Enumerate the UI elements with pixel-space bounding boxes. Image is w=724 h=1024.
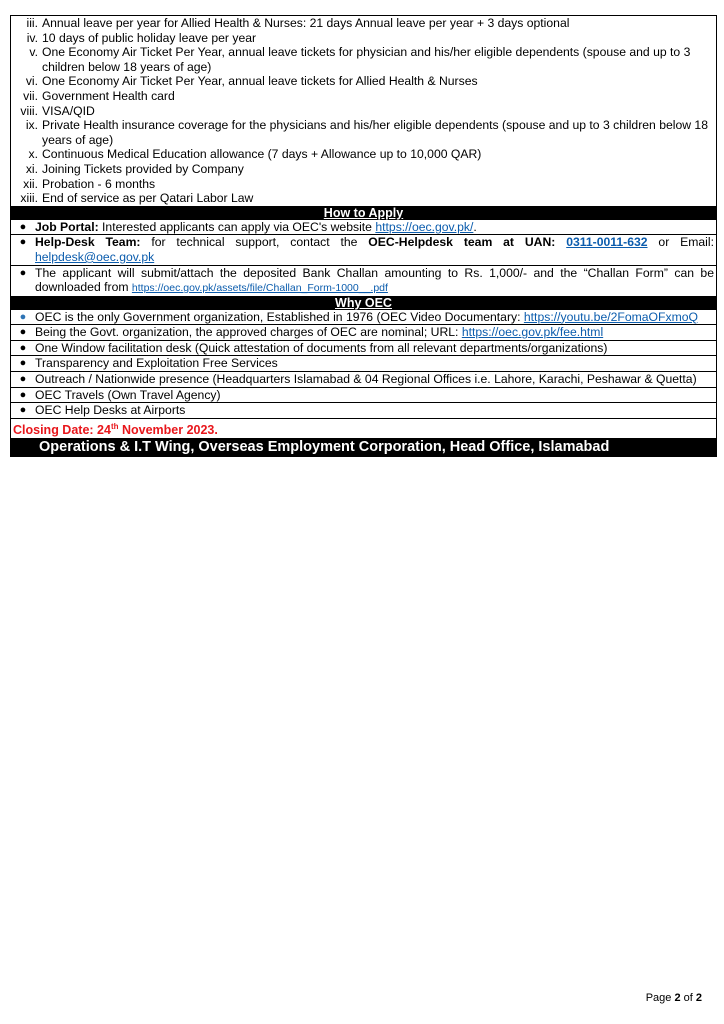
benefit-item — [11, 16, 716, 31]
helpdesk-team: OEC-Helpdesk team at UAN: — [368, 235, 556, 250]
job-portal-end: . — [473, 219, 477, 234]
benefit-item — [11, 147, 716, 162]
benefit-text: End of service as per Qatari Labor Law — [42, 191, 254, 206]
list-item — [11, 402, 716, 418]
oec-video-link[interactable]: https://youtu.be/2FomaOFxmoQ — [523, 309, 698, 324]
benefit-text: Private Health insurance coverage for the physicians and his/her eligible dependents (spouse and up to 3 children below 18 years of age) — [42, 118, 708, 147]
benefit-number: viii. — [20, 103, 38, 118]
helpdesk-email-link[interactable]: helpdesk@oec.gov.pk — [35, 249, 155, 264]
benefit-number: iv. — [26, 30, 38, 45]
benefit-text: Joining Tickets provided by Company — [42, 161, 244, 176]
list-item — [11, 387, 716, 403]
job-portal-text: Interested applicants can apply via OEC's website — [98, 219, 376, 234]
helpdesk-phone-link[interactable]: 0311-0011-632 — [566, 235, 648, 250]
list-item — [11, 355, 716, 371]
why-oec-item-5: Outreach / Nationwide presence (Headquarters Islamabad & 04 Regional Offices i.e. Lahore, Karachi, Peshawar & Quetta) — [35, 372, 697, 387]
oec-fee-link[interactable]: https://oec.gov.pk/fee.html — [461, 325, 604, 340]
why-oec-list — [11, 310, 716, 418]
benefit-number: ix. — [25, 118, 38, 133]
benefit-item — [11, 74, 716, 89]
benefit-text: Government Health card — [42, 88, 175, 103]
benefit-text: One Economy Air Ticket Per Year, annual leave tickets for Allied Health & Nurses — [42, 74, 478, 89]
why-oec-item-2-text: Being the Govt. organization, the approved charges of OEC are nominal; URL: — [35, 325, 462, 340]
why-oec-item-1-text: OEC is the only Government organization, Established in 1976 (OEC Video Documentary: — [35, 309, 524, 324]
page-number: Page 2 of 2 — [645, 992, 702, 1004]
bullet-icon: ● — [19, 357, 27, 370]
footer-banner: Operations & I.T Wing, Overseas Employment Corporation, Head Office, Islamabad — [11, 438, 716, 456]
benefit-item — [11, 118, 716, 147]
helpdesk-label: Help-Desk Team: — [35, 235, 141, 250]
benefit-number: vii. — [23, 88, 38, 103]
why-oec-item-7: OEC Help Desks at Airports — [35, 403, 186, 418]
list-item — [11, 371, 716, 387]
benefit-number: x. — [28, 147, 38, 162]
benefit-text: Probation - 6 months — [42, 176, 156, 191]
helpdesk-text: for technical support, contact the — [140, 235, 369, 250]
why-oec-heading: Why OEC — [11, 296, 716, 310]
benefit-item — [11, 162, 716, 177]
benefit-item — [11, 104, 716, 119]
why-oec-item-4: Transparency and Exploitation Free Services — [35, 356, 278, 371]
bullet-icon: ● — [19, 236, 27, 249]
list-item — [11, 340, 716, 356]
oec-website-link[interactable]: https://oec.gov.pk/ — [375, 219, 474, 234]
benefit-item — [11, 177, 716, 192]
benefit-item — [11, 31, 716, 46]
bullet-icon: ● — [19, 404, 27, 417]
challan-form-link[interactable]: https://oec.gov.pk/assets/file/Challan_Form-1000__.pdf — [131, 282, 388, 295]
benefit-number: iii. — [26, 16, 38, 30]
bullet-icon: ● — [19, 326, 27, 339]
helpdesk-or: or Email: — [647, 235, 714, 250]
document-frame — [10, 15, 717, 457]
benefit-number: xii. — [23, 176, 38, 191]
bullet-icon: ● — [19, 341, 27, 354]
how-to-apply-heading: How to Apply — [11, 206, 716, 220]
list-item — [11, 310, 716, 325]
benefit-number: vi. — [25, 74, 38, 89]
benefit-text: Annual leave per year for Allied Health & Nurses: 21 days Annual leave per year + 3 days optional — [42, 16, 570, 30]
how-to-apply-list — [11, 220, 716, 296]
list-item — [11, 324, 716, 340]
list-item — [11, 265, 716, 296]
benefit-number: xiii. — [20, 191, 38, 206]
benefit-item — [11, 89, 716, 104]
job-portal-label: Job Portal: — [35, 219, 99, 234]
benefit-text: VISA/QID — [42, 103, 95, 118]
bullet-icon: ● — [19, 266, 27, 279]
why-oec-item-6: OEC Travels (Own Travel Agency) — [35, 387, 221, 402]
benefit-text: 10 days of public holiday leave per year — [42, 30, 257, 45]
bullet-icon: ● — [19, 373, 27, 386]
bullet-icon: ● — [19, 310, 27, 323]
list-item — [11, 234, 716, 264]
challan-text: The applicant will submit/attach the deposited Bank Challan amounting to Rs. 1,000/- and the “Challan Form” can be downloaded from — [35, 265, 714, 295]
benefits-list — [11, 15, 716, 206]
benefit-text: Continuous Medical Education allowance (7 days + Allowance up to 10,000 QAR) — [42, 147, 482, 162]
benefit-item — [11, 191, 716, 206]
list-item — [11, 220, 716, 235]
benefit-number: v. — [29, 45, 38, 60]
bullet-icon: ● — [19, 220, 27, 233]
bullet-icon: ● — [19, 388, 27, 401]
closing-date: Closing Date: 24th November 2023. — [11, 418, 716, 438]
benefit-text: One Economy Air Ticket Per Year, annual leave tickets for physician and his/her eligible dependents (spouse and up to 3 children below 18 years of age) — [42, 45, 691, 74]
why-oec-item-3: One Window facilitation desk (Quick attestation of documents from all relevant departments/organizations) — [35, 340, 608, 355]
benefit-number: xi. — [25, 161, 38, 176]
benefit-item — [11, 45, 716, 74]
